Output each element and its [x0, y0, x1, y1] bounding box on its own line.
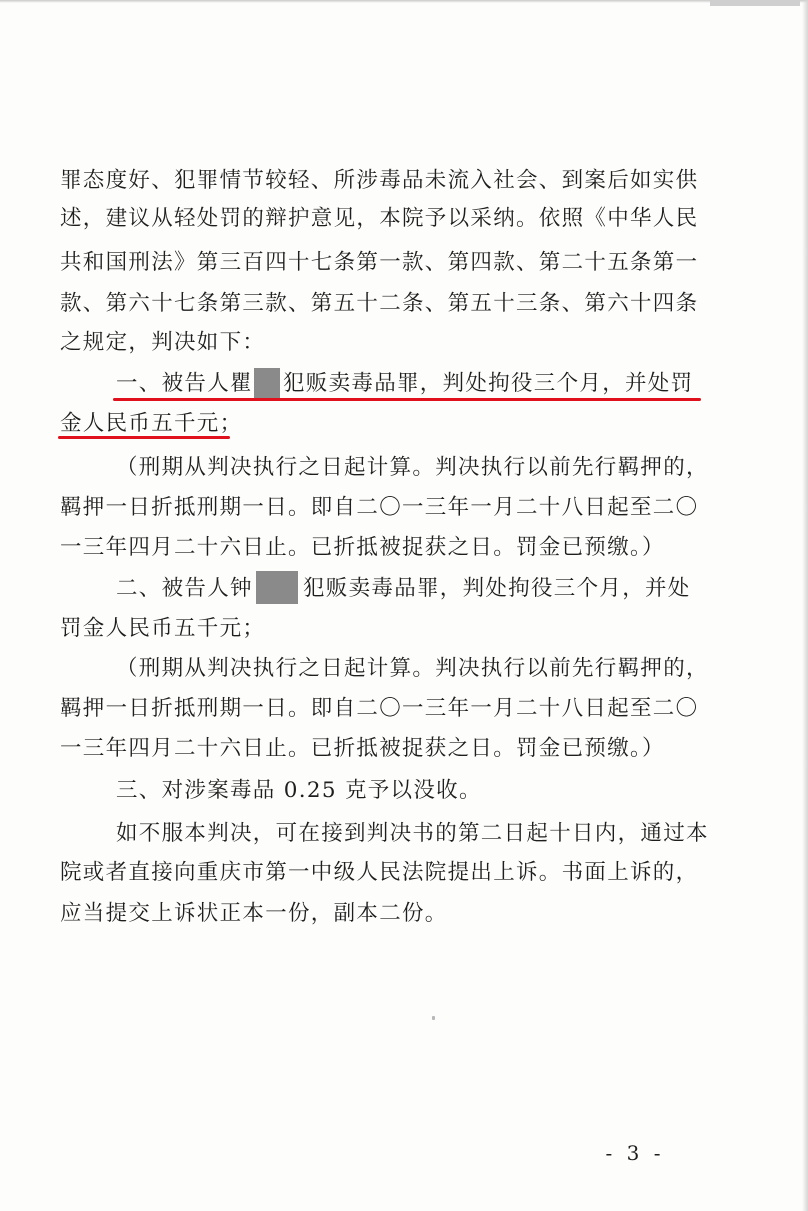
- defendant-1-label: 一、被告人瞿: [116, 371, 253, 396]
- line-text: 金人民币五千元；: [60, 411, 243, 436]
- red-underline: [113, 398, 701, 401]
- line-text: 一三年四月二十六日止。已折抵被捉获之日。罚金已预缴。）: [60, 535, 665, 560]
- page-number: - 3 -: [605, 1141, 665, 1165]
- line-text: 羁押一日折抵刑期一日。即自二〇一三年一月二十八日起至二〇: [60, 696, 699, 721]
- text-line: [0, 853, 808, 893]
- text-line: [0, 323, 808, 363]
- defendant-1-sentence: 犯贩卖毒品罪，判处拘役三个月，并处罚: [283, 371, 694, 396]
- line-text: 羁押一日折抵刑期一日。即自二〇一三年一月二十八日起至二〇: [60, 495, 699, 520]
- line-text: 罚金人民币五千元；: [60, 616, 266, 641]
- text-line: [0, 528, 808, 568]
- defendant-2-sentence: 犯贩卖毒品罪，判处拘役三个月，并处: [303, 576, 691, 601]
- text-line: [0, 199, 808, 239]
- text-line: [0, 284, 808, 324]
- verdict-item-3: [0, 771, 808, 811]
- line-text: （刑期从判决执行之日起计算。判决执行以前先行羁押的，: [116, 455, 709, 480]
- text-line: [0, 729, 808, 769]
- line-text: 罪态度好、犯罪情节较轻、所涉毒品未流入社会、到案后如实供: [60, 168, 699, 193]
- line-text: 共和国刑法》第三百四十七条第一款、第四款、第二十五条第一: [60, 250, 699, 275]
- line-text: 应当提交上诉状正本一份，副本二份。: [60, 901, 448, 926]
- line-text: 之规定，判决如下：: [60, 330, 266, 355]
- text-line: [0, 161, 808, 201]
- line-text: 一三年四月二十六日止。已折抵被捉获之日。罚金已预缴。）: [60, 736, 665, 761]
- text-line: [0, 649, 808, 689]
- line-text: 如不服本判决，可在接到判决书的第二日起十日内，通过本: [116, 821, 709, 846]
- name-redaction: [256, 571, 298, 604]
- text-line: [0, 689, 808, 729]
- defendant-2-label: 二、被告人钟: [116, 576, 253, 601]
- line-text: （刑期从判决执行之日起计算。判决执行以前先行羁押的，: [116, 656, 709, 681]
- verdict-item-2: [0, 569, 808, 609]
- text-line: [0, 448, 808, 488]
- text-line: [0, 609, 808, 649]
- line-text: 院或者直接向重庆市第一中级人民法院提出上诉。书面上诉的，: [60, 860, 699, 885]
- line-text: 述，建议从轻处罚的辩护意见，本院予以采纳。依照《中华人民: [60, 206, 699, 231]
- red-underline: [58, 436, 230, 439]
- line-text: 款、第六十七条第三款、第五十二条、第五十三条、第六十四条: [60, 291, 699, 316]
- appeal-notice: [0, 814, 808, 854]
- text-line: [0, 894, 808, 934]
- line-text: 三、对涉案毒品 0.25 克予以没收。: [116, 778, 482, 803]
- text-line: [0, 243, 808, 283]
- text-line: [0, 488, 808, 528]
- name-redaction: [254, 368, 280, 399]
